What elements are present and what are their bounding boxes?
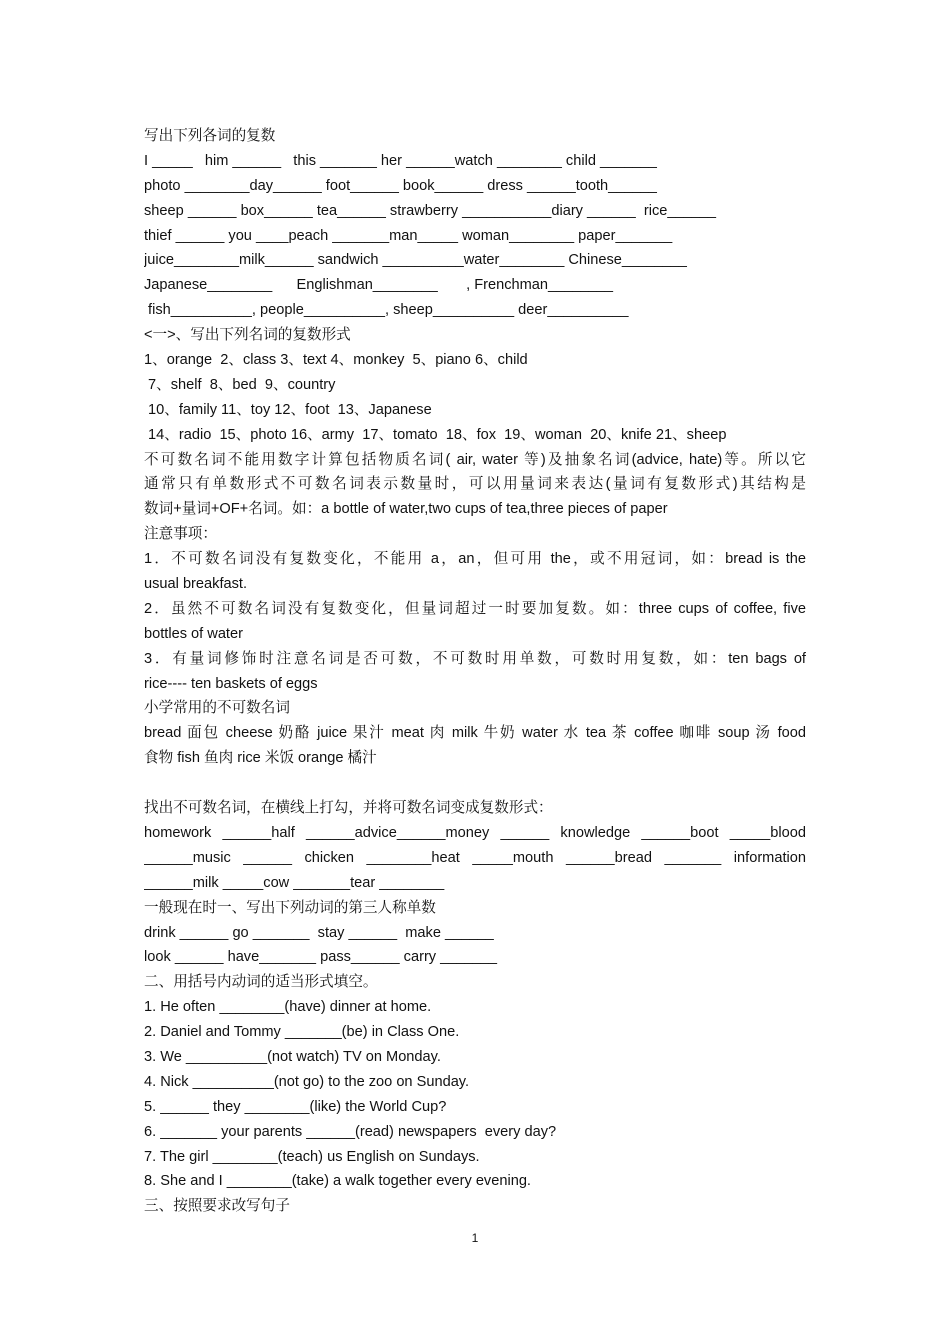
exercise-line: 8. She and I ________(take) a walk together every evening.	[144, 1173, 531, 1190]
paragraph-line: usual breakfast.	[144, 576, 248, 593]
section-heading: 二、用括号内动词的适当形式填空。	[144, 974, 378, 991]
paragraph-line: 3．有量词修饰时注意名词是否可数，不可数时用单数，可数时用复数，如：ten bags of	[144, 650, 806, 667]
paragraph-line: 通常只有单数形式不可数名词表示数量时，可以用量词来表达(量词有复数形式)其结构是	[144, 476, 806, 493]
heading-plural-words: 写出下列各词的复数	[144, 128, 276, 144]
exercise-line: 7. The girl ________(teach) us English on Sundays.	[144, 1148, 480, 1165]
section-heading: <一>、写出下列名词的复数形式	[144, 327, 351, 344]
exercise-line: sheep ______ box______ tea______ strawberry ___________diary ______ rice______	[144, 202, 717, 219]
section-heading: 小学常用的不可数名词	[144, 700, 290, 717]
exercise-line: homework ______half ______advice______money ______ knowledge ______boot _____blood	[144, 824, 806, 841]
page-content	[144, 124, 806, 1219]
exercise-line: 7、shelf 8、bed 9、country	[144, 376, 336, 393]
paragraph-line: bread 面包 cheese 奶酪 juice 果汁 meat 肉 milk 牛奶 water 水 tea 茶 coffee 咖啡 soup 汤 food	[144, 725, 806, 742]
exercise-line: 2. Daniel and Tommy _______(be) in Class One.	[144, 1024, 460, 1041]
exercise-line: 10、family 11、toy 12、foot 13、Japanese	[144, 401, 432, 418]
exercise-line: 4. Nick __________(not go) to the zoo on Sunday.	[144, 1073, 470, 1090]
exercise-line: juice________milk______ sandwich __________water________ Chinese________	[144, 252, 687, 269]
exercise-line: 1. He often ________(have) dinner at home.	[144, 999, 432, 1016]
exercise-line: 5. ______ they ________(like) the World Cup?	[144, 1098, 447, 1115]
section-heading: 一般现在时一、写出下列动词的第三人称单数	[144, 899, 436, 916]
exercise-line: 6. _______ your parents ______(read) newspapers every day?	[144, 1123, 557, 1140]
exercise-line: ______music ______ chicken ________heat _____mouth ______bread _______ information	[144, 849, 806, 866]
section-heading: 注意事项：	[144, 526, 217, 543]
exercise-line: I _____ him ______ this _______ her ______watch ________ child _______	[144, 152, 657, 169]
page-number: 1	[471, 1231, 479, 1245]
paragraph-line: 数词+量词+OF+名词。如：a bottle of water,two cups of tea,three pieces of paper	[144, 501, 668, 518]
exercise-line: fish__________, people__________, sheep__________ deer__________	[144, 302, 629, 319]
paragraph-line: 1．不可数名词没有复数变化，不能用 a，an，但可用 the，或不用冠词，如：bread is the	[144, 551, 806, 568]
exercise-line: drink ______ go _______ stay ______ make ______	[144, 924, 494, 941]
paragraph-line: 食物 fish 鱼肉 rice 米饭 orange 橘汁	[144, 750, 377, 767]
section-heading: 三、按照要求改写句子	[144, 1198, 290, 1215]
paragraph-line: bottles of water	[144, 625, 243, 642]
paragraph-line: 2．虽然不可数名词没有复数变化，但量词超过一时要加复数。如：three cups of coffee, five	[144, 600, 806, 617]
exercise-line: photo ________day______ foot______ book______ dress ______tooth______	[144, 177, 657, 194]
exercise-line: 1、orange 2、class 3、text 4、monkey 5、piano 6、child	[144, 352, 528, 369]
exercise-line: 3. We __________(not watch) TV on Monday.	[144, 1048, 441, 1065]
blank-line	[144, 771, 806, 796]
exercise-line: Japanese________ Englishman________ , Frenchman________	[144, 277, 613, 294]
paragraph-line: rice---- ten baskets of eggs	[144, 675, 318, 692]
exercise-line: 14、radio 15、photo 16、army 17、tomato 18、fox 19、woman 20、knife 21、sheep	[144, 426, 727, 443]
exercise-line: look ______ have_______ pass______ carry _______	[144, 949, 497, 966]
section-heading: 找出不可数名词，在横线上打勾，并将可数名词变成复数形式：	[144, 800, 553, 817]
exercise-line: ______milk _____cow _______tear ________	[144, 874, 445, 891]
exercise-line: thief ______ you ____peach _______man_____ woman________ paper_______	[144, 227, 673, 244]
paragraph-line: 不可数名词不能用数字计算包括物质名词( air, water 等)及抽象名词(advice, hate)等。所以它	[144, 451, 806, 468]
